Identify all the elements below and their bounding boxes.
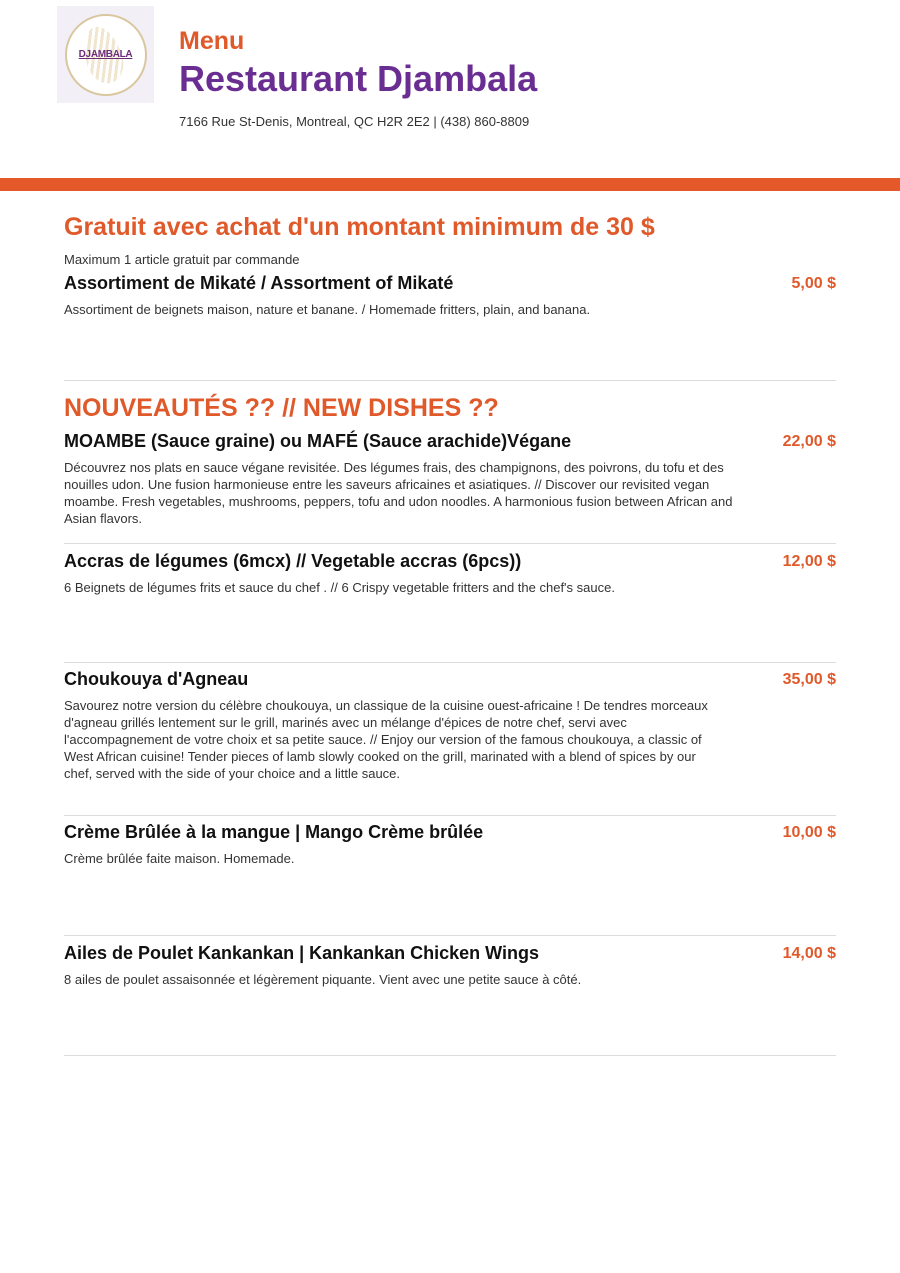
item-divider [64, 935, 836, 936]
section-title: Gratuit avec achat d'un montant minimum de 30 $ [64, 213, 655, 241]
item-name: Crème Brûlée à la mangue | Mango Crème brûlée [64, 822, 484, 842]
item-name: Choukouya d'Agneau [64, 669, 249, 689]
section-title: NOUVEAUTÉS ?? // NEW DISHES ?? [64, 394, 499, 422]
section-subtitle: Maximum 1 article gratuit par commande [64, 252, 300, 267]
logo-text: DJAMBALA [78, 49, 133, 60]
item-name: Assortiment de Mikaté / Assortment of Mikaté [64, 273, 454, 293]
menu-item[interactable] [64, 273, 836, 318]
item-name: Ailes de Poulet Kankankan | Kankankan Chicken Wings [64, 943, 540, 963]
restaurant-address: 7166 Rue St-Denis, Montreal, QC H2R 2E2 | (438) 860-8809 [179, 114, 530, 129]
item-price: 10,00 $ [782, 824, 836, 841]
menu-section-free-item [64, 213, 836, 318]
menu-item[interactable] [64, 431, 836, 543]
item-divider [64, 662, 836, 663]
menu-item[interactable] [64, 822, 836, 935]
item-description: Savourez notre version du célèbre choukouya, un classique de la cuisine ouest-africaine ! De tendres morceaux d'agneau grillés lentement sur le grill, marinés avec un mélange d'épices de notre chef, servi avec l'accompagnement de votre choix et sa petite sauce. // Enjoy our version of the famous choukouya, a classic of West African cuisine! Tender pieces of lamb slowly cooked on the grill, marinated with a blend of spices by our chef, served with the side of your choice and a little sauce. [64, 698, 708, 781]
menu-header [0, 0, 900, 178]
menu-content [64, 213, 836, 1056]
item-description: Découvrez nos plats en sauce végane revisitée. Des légumes frais, des champignons, des poivrons, du tofu et des nouilles udon. Une fusion harmonieuse entre les saveurs africaines et asiatiques. // Discover our revisited vegan moambe. Fresh vegetables, mushrooms, peppers, tofu and udon noodles. A harmonious fusion between African and Asian flavors. [64, 460, 733, 526]
logo-emblem [65, 14, 147, 96]
item-price: 22,00 $ [782, 433, 836, 450]
item-price: 5,00 $ [791, 275, 836, 292]
menu-item[interactable] [64, 943, 836, 1055]
menu-item[interactable] [64, 669, 836, 815]
item-divider [64, 815, 836, 816]
item-description: Assortiment de beignets maison, nature et banane. / Homemade fritters, plain, and banana. [64, 302, 591, 317]
item-divider [64, 543, 836, 544]
section-divider [64, 380, 836, 381]
item-name: MOAMBE (Sauce graine) ou MAFÉ (Sauce arachide)Végane [64, 431, 572, 451]
item-description: Crème brûlée faite maison. Homemade. [64, 851, 295, 866]
item-price: 12,00 $ [782, 553, 836, 570]
item-divider [64, 1055, 836, 1056]
restaurant-logo [57, 6, 154, 103]
menu-label: Menu [179, 27, 245, 55]
item-description: 6 Beignets de légumes frits et sauce du chef . // 6 Crispy vegetable fritters and the chef's sauce. [64, 580, 615, 595]
item-price: 14,00 $ [782, 945, 836, 962]
menu-item[interactable] [64, 551, 836, 662]
item-description: 8 ailes de poulet assaisonnée et légèrement piquante. Vient avec une petite sauce à côté. [64, 972, 582, 987]
restaurant-name: Restaurant Djambala [179, 58, 538, 99]
item-price: 35,00 $ [782, 671, 836, 688]
header-divider-bar [0, 178, 900, 191]
menu-section-new-dishes [64, 394, 836, 1056]
item-name: Accras de légumes (6mcx) // Vegetable accras (6pcs)) [64, 551, 522, 571]
